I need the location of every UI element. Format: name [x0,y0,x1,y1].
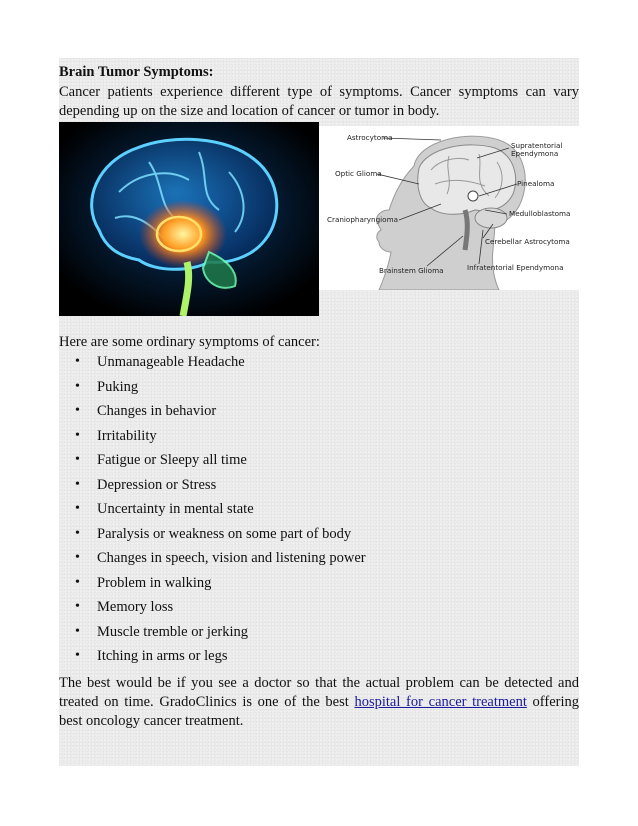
list-item [59,403,579,428]
symptom-text: Depression or Stress [97,476,217,493]
section-heading: Brain Tumor Symptoms: [59,64,214,80]
bullet-icon: • [75,378,80,394]
bullet-icon: • [75,427,80,443]
list-item [59,599,579,624]
bullet-icon: • [75,525,80,541]
list-item [59,575,579,600]
label-astrocytoma: Astrocytoma [347,133,393,142]
symptom-text: Fatigue or Sleepy all time [97,452,247,468]
closing-text-start: The best would be if you see a doctor so that the actual problem can be detected and treated on time. GradoClinics is one of the best [59,675,579,710]
symptom-text: Paralysis or weakness on some part of body [97,525,352,542]
closing-paragraph [59,674,579,731]
bullet-icon: • [75,599,80,614]
glowing-brain-image [59,122,319,316]
list-item [59,354,579,379]
label-medulloblastoma: Medulloblastoma [509,209,571,218]
label-supratentorial: Supratentorial [511,141,563,150]
list-item [59,428,579,453]
closing-text-end: offering best oncology cancer treatment. [59,694,579,729]
label-optic-glioma: Optic Glioma [335,169,382,178]
intro-paragraph: Cancer patients experience different type of symptoms. Cancer symptoms can vary depending up on the size and location of cancer or tumor in body. [59,84,579,119]
symptom-text: Unmanageable Headache [97,354,245,370]
symptom-text: Changes in speech, vision and listening power [97,550,366,566]
document-page [59,58,579,766]
list-item [59,452,579,477]
list-item [59,550,579,575]
bullet-icon: • [75,550,80,565]
symptom-text: Problem in walking [97,574,212,591]
bullet-icon: • [75,452,80,467]
list-item [59,624,579,649]
bullet-icon: • [75,354,80,369]
list-item [59,526,579,551]
label-craniopharyngioma: Craniopharyngioma [327,215,398,224]
list-item [59,648,579,673]
list-item [59,501,579,526]
symptoms-list [59,354,579,673]
bullet-icon: • [75,574,80,590]
symptom-text: Itching in arms or legs [97,648,228,664]
symptom-text: Irritability [97,427,157,444]
symptom-text: Memory loss [97,599,174,615]
symptom-text: Changes in behavior [97,403,217,419]
bullet-icon: • [75,476,80,492]
brain-tumor-diagram [319,126,579,290]
symptom-text: Puking [97,378,139,395]
label-infratentorial: Infratentorial Ependymona [467,263,564,272]
bullet-icon: • [75,403,80,418]
label-brainstem-glioma: Brainstem Glioma [379,266,444,275]
bullet-icon: • [75,648,80,663]
list-item [59,477,579,502]
symptoms-intro: Here are some ordinary symptoms of cancer: [59,334,320,350]
symptom-text: Uncertainty in mental state [97,501,254,517]
label-ependymoma: Ependymona [511,149,559,158]
label-pinealoma: Pinealoma [517,179,555,188]
symptom-text: Muscle tremble or jerking [97,623,248,640]
bullet-icon: • [75,501,80,516]
bullet-icon: • [75,623,80,639]
hospital-link[interactable]: hospital for cancer treatment [354,694,527,710]
illustrations [59,122,579,316]
list-item [59,379,579,404]
label-cerebellar-astrocytoma: Cerebellar Astrocytoma [485,237,570,246]
